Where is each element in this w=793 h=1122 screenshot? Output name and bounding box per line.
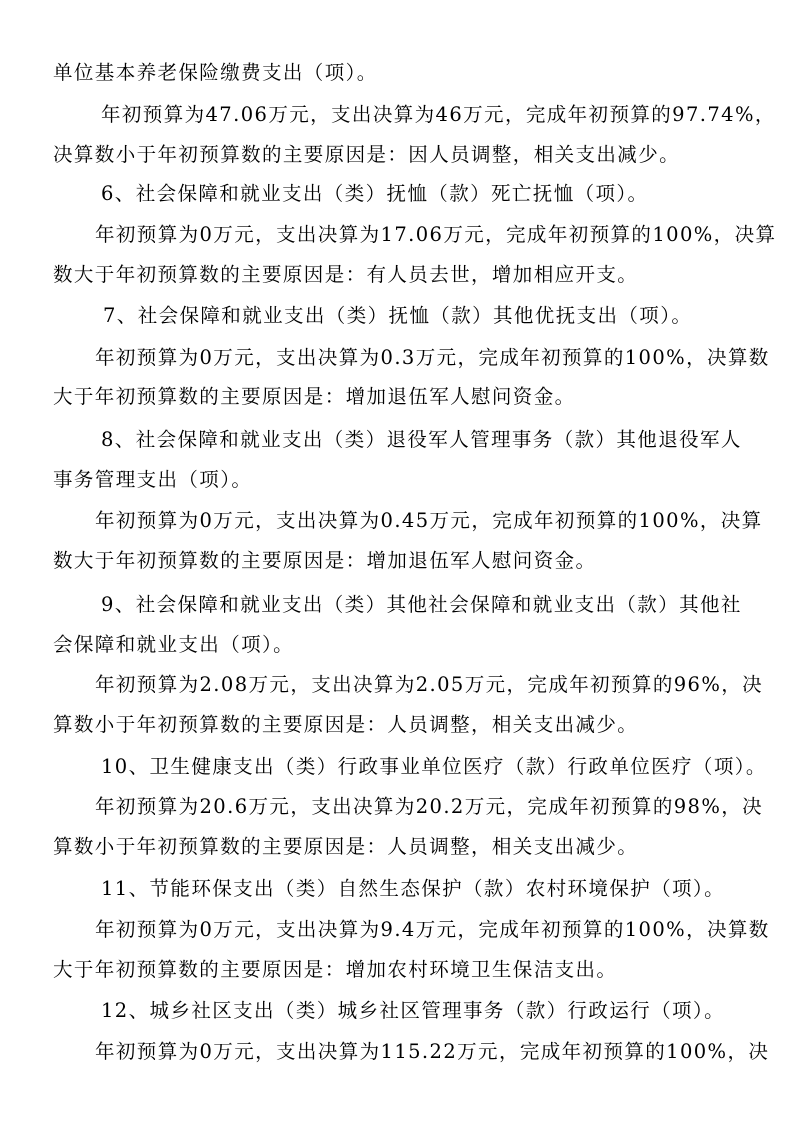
paragraph-line: 年初预算为0万元，支出决算为9.4万元，完成年初预算的100%，决算数 [95, 918, 770, 941]
paragraph-line: 算数小于年初预算数的主要原因是：人员调整，相关支出减少。 [53, 835, 639, 858]
section-heading: 6、社会保障和就业支出（类）抚恤（款）死亡抚恤（项）。 [101, 182, 649, 205]
section-heading: 事务管理支出（项）。 [53, 468, 253, 491]
paragraph-line: 年初预算为2.08万元，支出决算为2.05万元，完成年初预算的96%，决 [95, 673, 764, 696]
paragraph-line: 年初预算为20.6万元，支出决算为20.2万元，完成年初预算的98%，决 [95, 795, 764, 818]
paragraph-line: 决算数小于年初预算数的主要原因是：因人员调整，相关支出减少。 [53, 143, 681, 166]
paragraph-line: 大于年初预算数的主要原因是：增加退伍军人慰问资金。 [53, 385, 576, 408]
section-heading: 会保障和就业支出（项）。 [53, 633, 295, 656]
paragraph-line: 年初预算为0万元，支出决算为0.45万元，完成年初预算的100%，决算 [95, 509, 763, 532]
paragraph-line: 年初预算为0万元，支出决算为17.06万元，完成年初预算的100%，决算 [95, 223, 777, 246]
paragraph-line: 数大于年初预算数的主要原因是：有人员去世，增加相应开支。 [53, 263, 639, 286]
section-heading: 7、社会保障和就业支出（类）抚恤（款）其他优抚支出（项）。 [103, 304, 693, 327]
paragraph-line: 年初预算为0万元，支出决算为0.3万元，完成年初预算的100%，决算数 [95, 346, 770, 369]
section-heading: 11、节能环保支出（类）自然生态保护（款）农村环境保护（项）。 [101, 877, 725, 900]
section-heading: 12、城乡社区支出（类）城乡社区管理事务（款）行政运行（项）。 [101, 999, 725, 1022]
section-heading: 9、社会保障和就业支出（类）其他社会保障和就业支出（款）其他社 [101, 593, 742, 616]
section-heading: 10、卫生健康支出（类）行政事业单位医疗（款）行政单位医疗（项）。 [101, 755, 767, 778]
paragraph-line: 单位基本养老保险缴费支出（项）。 [53, 61, 378, 84]
section-heading: 8、社会保障和就业支出（类）退役军人管理事务（款）其他退役军人 [101, 428, 742, 451]
paragraph-line: 年初预算为0万元，支出决算为115.22万元，完成年初预算的100%，决 [95, 1040, 770, 1063]
paragraph-line: 大于年初预算数的主要原因是：增加农村环境卫生保洁支出。 [53, 958, 618, 981]
paragraph-line: 年初预算为47.06万元，支出决算为46万元，完成年初预算的97.74%， [101, 103, 776, 126]
paragraph-line: 算数小于年初预算数的主要原因是：人员调整，相关支出减少。 [53, 713, 639, 736]
paragraph-line: 数大于年初预算数的主要原因是：增加退伍军人慰问资金。 [53, 549, 597, 572]
